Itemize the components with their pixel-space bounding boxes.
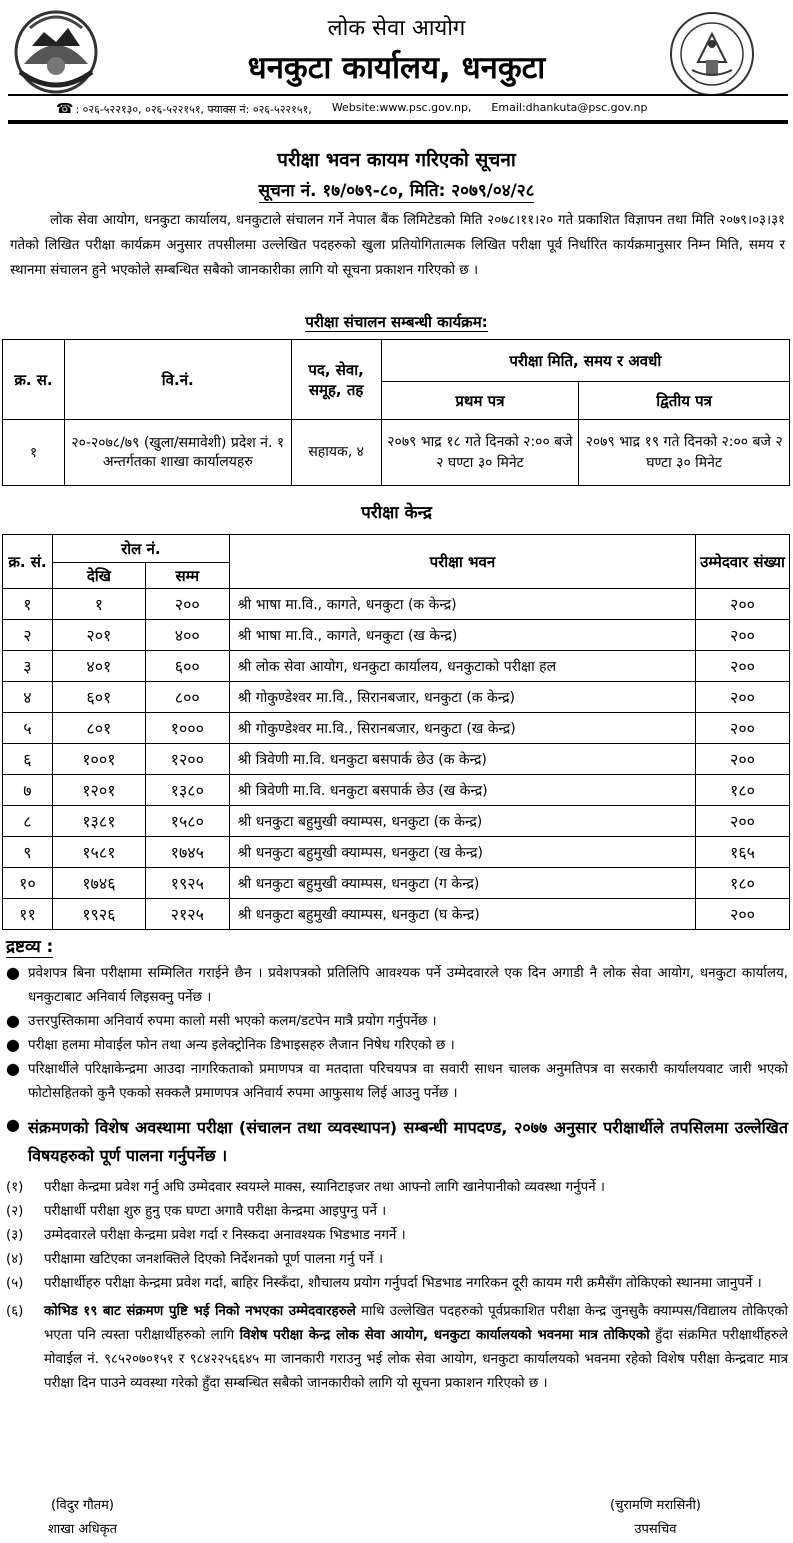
col-post: पद, सेवा, समूह, तह (291, 340, 381, 420)
cell-roll-from: ८०१ (52, 713, 145, 744)
signatory-title: शाखा अधिकृत (48, 1522, 118, 1537)
col-first-paper: प्रथम पत्र (381, 382, 579, 420)
col-sn: क्र. स. (3, 340, 65, 420)
cell-sn: ६ (3, 744, 53, 775)
cell-count: २०० (696, 744, 790, 775)
cell-count: २०० (696, 620, 790, 651)
cell-roll-from: १७४६ (52, 868, 145, 899)
notes-section (6, 962, 788, 1396)
cell-roll-from: १३८१ (52, 806, 145, 837)
col-from: देखि (52, 563, 145, 589)
cell-venue: श्री गोकुण्डेश्वर मा.वि., सिरानबजार, धनकुटा (क केन्द्र) (229, 682, 695, 713)
cell-count: २०० (696, 682, 790, 713)
cell-roll-from: १२०१ (52, 775, 145, 806)
cell-venue: श्री गोकुण्डेश्वर मा.वि., सिरानबजार, धनकुटा (ख केन्द्र) (229, 713, 695, 744)
cell-venue: श्री धनकुटा बहुमुखी क्याम्पस, धनकुटा (घ केन्द्र) (229, 899, 695, 930)
cell-roll-from: ४०१ (52, 651, 145, 682)
cell-count: १८० (696, 775, 790, 806)
note-item: ● परिक्षार्थीले परिक्षाकेन्द्रमा आउदा नागरिकताको प्रमाणपत्र वा मतदाता परिचयपत्र वा सवारी साधन चालक अनुमतिपत्र वा सरकारी कार्यालयवाट जारी भएको फोटोसहितको कुनै एकको सक्कलै प्रमाणपत्र अनिवार्य रुपमा आफुसाथ लिई आउनु पर्नेछ । (6, 1058, 788, 1106)
notice-title: परीक्षा भवन कायम गरिएको सूचना (277, 149, 516, 171)
psc-seal-icon (668, 10, 756, 98)
letterhead (0, 0, 793, 130)
cell-roll-from: २०१ (52, 620, 145, 651)
cell-venue: श्री त्रिवेणी मा.वि. धनकुटा बसपार्क छेउ (ख केन्द्र) (229, 775, 695, 806)
numbered-item: (६) कोभिड १९ बाट संक्रमण पुष्टि भई निको नभएका उम्मेदवारहरुले माथि उल्लेखित पदहरुको पूर्वप्रकाशित परीक्षा केन्द्र जुनसुकै क्याम्पस/विद्यालय तोकिएको भएता पनि त्यस्ता परीक्षार्थीहरुको लागि विशेष परीक्षा केन्द्र लोक सेवा आयोग, धनकुटा कार्यालयको भवनमा मात्र तोकिएको हुँदा संक्रमित परीक्षार्थीहरुले मोवाईल नं. ९८५२०७०१५१ र ९८४२२५६६४५ मा जानकारी गराउनु भई लोक सेवा आयोग, धनकुटा कार्यालयको भवनमा रहेको विशेष परीक्षा केन्द्रवाट मात्र परीक्षा दिन पाउने व्यवस्था गरेको हुँदा सम्बन्धित सबैको जानकारीको लागि यो सूचना प्रकाशन गरिएको छ । (6, 1304, 788, 1391)
table-row (3, 713, 790, 744)
cell-count: १८० (696, 868, 790, 899)
col-adv-no: वि.नं. (64, 340, 291, 420)
bullet-icon: ● (6, 1011, 20, 1030)
cell-count: २०० (696, 651, 790, 682)
centers-table (2, 534, 790, 930)
cell-count: २०० (696, 589, 790, 620)
cell-venue: श्री भाषा मा.वि., कागते, धनकुटा (ख केन्द्र) (229, 620, 695, 651)
cell-sn: १ (3, 589, 53, 620)
office-name: धनकुटा कार्यालय, धनकुटा (247, 50, 546, 86)
col-count: उम्मेदवार संख्या (696, 535, 790, 589)
cell-sn: ४ (3, 682, 53, 713)
schedule-heading: परीक्षा संचालन सम्बन्धी कार्यक्रम: (305, 313, 488, 331)
cell-sn: १० (3, 868, 53, 899)
cell-count: २०० (696, 806, 790, 837)
table-row (3, 589, 790, 620)
signatory-title: उपसचिव (634, 1522, 677, 1537)
cell-venue: श्री लोक सेवा आयोग, धनकुटा कार्यालय, धनकुटाको परीक्षा हल (229, 651, 695, 682)
numbered-item: (१) परीक्षा केन्द्रमा प्रवेश गर्नु अघि उम्मेदवार स्वयम्ले माक्स, स्यानिटाइजर तथा आफ्नो लागि खानेपानीको व्यवस्था गर्नुपर्ने । (6, 1180, 605, 1195)
table-row (3, 868, 790, 899)
col-sn: क्र. सं. (3, 535, 53, 589)
table-row (3, 651, 790, 682)
table-row (3, 682, 790, 713)
cell-roll-to: १९२५ (145, 868, 229, 899)
col-exam-info: परीक्षा मिति, समय र अवधी (381, 340, 789, 382)
cell-sn: २ (3, 620, 53, 651)
row-adv-no: २०-२०७८/७९ (खुला/समावेशी) प्रदेश नं. १ अन्तर्गतका शाखा कार्यालयहरु (64, 420, 291, 486)
signatory-name: (चुरामणि मरासिनी) (610, 1498, 701, 1513)
cell-sn: ७ (3, 775, 53, 806)
cell-roll-to: १००० (145, 713, 229, 744)
cell-count: २०० (696, 899, 790, 930)
row-post: सहायक, ४ (291, 420, 381, 486)
cell-roll-from: १ (52, 589, 145, 620)
cell-sn: ३ (3, 651, 53, 682)
notice-number: सूचना नं. १७/०७९-८०, मिति: २०७९/०४/२८ (258, 181, 535, 201)
cell-venue: श्री धनकुटा बहुमुखी क्याम्पस, धनकुटा (क केन्द्र) (229, 806, 695, 837)
cell-roll-to: ४०० (145, 620, 229, 651)
note-item: ● परीक्षा हलमा मोवाईल फोन तथा अन्य इलेक्ट्रोनिक डिभाइसहरु लैजान निषेध गरिएको छ । (6, 1034, 788, 1058)
bullet-icon: ● (6, 963, 20, 982)
notes-heading: द्रष्टव्य : (6, 934, 53, 958)
col-second-paper: द्वितीय पत्र (579, 382, 790, 420)
table-row (3, 899, 790, 930)
phone-fax: : ०२६-५२२१३०, ०२६-५२२१५१, फ्याक्स नं: ०२६-५२२१५१, (75, 103, 312, 116)
cell-venue: श्री धनकुटा बहुमुखी क्याम्पस, धनकुटा (ग केन्द्र) (229, 868, 695, 899)
cell-roll-to: ६०० (145, 651, 229, 682)
numbered-item: (३) उम्मेदवारले परीक्षा केन्द्रमा प्रवेश गर्दा र निस्कदा अनावश्यक भिडभाड नगर्ने । (6, 1228, 406, 1243)
website-link[interactable]: Website:www.psc.gov.np, (331, 101, 472, 114)
cell-count: १६५ (696, 837, 790, 868)
cell-roll-to: १२०० (145, 744, 229, 775)
signatory-name: (विदुर गौतम) (51, 1498, 114, 1513)
numbered-item: (४) परीक्षामा खटिएका जनशक्तिले दिएको निर्देशनको पूर्ण पालना गर्नु पर्ने । (6, 1252, 384, 1267)
note-item: ● उत्तरपुस्तिकामा अनिवार्य रुपमा कालो मसी भएको कलम/डटपेन मात्रै प्रयोग गर्नुपर्नेछ । (6, 1010, 788, 1034)
col-venue: परीक्षा भवन (229, 535, 695, 589)
numbered-item: (५) परीक्षार्थीहरु परीक्षा केन्द्रमा प्रवेश गर्दा, बाहिर निस्कँदा, शौचालय प्रयोग गर्नुपर्दा भिडभाड नगरिकन दूरी कायम गरी क्रमैसँग तोकिएको स्थानमा जानुपर्ने । (6, 1276, 762, 1291)
bullet-icon: ● (6, 1059, 20, 1078)
contact-bar (8, 94, 788, 124)
cell-venue: श्री धनकुटा बहुमुखी क्याम्पस, धनकुटा (ख केन्द्र) (229, 837, 695, 868)
cell-venue: श्री भाषा मा.वि., कागते, धनकुटा (क केन्द्र) (229, 589, 695, 620)
cell-roll-to: ८०० (145, 682, 229, 713)
numbered-item: (२) परीक्षार्थी परीक्षा शुरु हुनु एक घण्टा अगावै परीक्षा केन्द्रमा आइपुग्नु पर्ने । (6, 1204, 387, 1219)
cell-roll-to: १७४५ (145, 837, 229, 868)
row-first-paper: २०७९ भाद्र १८ गते दिनको २:०० बजे २ घण्टा ३० मिनेट (381, 420, 579, 486)
cell-roll-to: १३८० (145, 775, 229, 806)
schedule-table (2, 339, 790, 486)
email-link[interactable]: Email:dhankuta@psc.gov.np (491, 101, 648, 114)
cell-roll-from: १००१ (52, 744, 145, 775)
cell-venue: श्री त्रिवेणी मा.वि. धनकुटा बसपार्क छेउ (क केन्द्र) (229, 744, 695, 775)
col-to: सम्म (145, 563, 229, 589)
cell-roll-from: १९२६ (52, 899, 145, 930)
cell-count: २०० (696, 713, 790, 744)
cell-sn: ८ (3, 806, 53, 837)
cell-roll-to: २०० (145, 589, 229, 620)
bullet-icon: ● (6, 1115, 20, 1134)
bullet-icon: ● (6, 1035, 20, 1054)
table-row (3, 420, 790, 486)
table-row (3, 620, 790, 651)
centers-body (3, 589, 790, 930)
row-sn: १ (3, 420, 65, 486)
phone-icon: ☎ (56, 101, 74, 117)
table-row (3, 837, 790, 868)
cell-sn: ११ (3, 899, 53, 930)
table-row (3, 744, 790, 775)
signature-left (48, 1494, 117, 1542)
cell-roll-to: २१२५ (145, 899, 229, 930)
special-note: ● संक्रमणको विशेष अवस्थामा परीक्षा (संचालन तथा व्यवस्थापन) सम्बन्धी मापदण्ड, २०७७ अनुसार परीक्षार्थीले तपसिलमा उल्लेखित विषयहरुको पूर्ण पालना गर्नुपर्नेछ । (6, 1114, 788, 1170)
cell-roll-from: १५८१ (52, 837, 145, 868)
centers-heading: परीक्षा केन्द्र (361, 503, 432, 523)
table-row (3, 806, 790, 837)
table-row (3, 775, 790, 806)
cell-sn: ५ (3, 713, 53, 744)
row-second-paper: २०७९ भाद्र १९ गते दिनको २:०० बजे २ घण्टा ३० मिनेट (579, 420, 790, 486)
cell-roll-from: ६०१ (52, 682, 145, 713)
organization-name: लोक सेवा आयोग (327, 16, 466, 41)
cell-roll-to: १५८० (145, 806, 229, 837)
cell-sn: ९ (3, 837, 53, 868)
col-roll: रोल नं. (52, 535, 229, 563)
signature-right (610, 1494, 701, 1542)
intro-paragraph: लोक सेवा आयोग, धनकुटा कार्यालय, धनकुटाले संचालन गर्ने नेपाल बैंक लिमिटेडको मिति २०७८।११।२० गते प्रकाशित विज्ञापन तथा मिति २०७९।०३।३१ गतेको लिखित परीक्षा कार्यक्रम अनुसार तपसीलमा उल्लेखित पदहरुको खुला प्रतियोगितात्मक लिखित परीक्षा पूर्व निर्धारित कार्यक्रमानुसार निम्न मिति, समय र स्थानमा संचालन हुने भएकोले सम्बन्धित सबैको जानकारीका लागि यो सूचना प्रकाशन गरिएको छ । (10, 213, 785, 278)
note-item: ● प्रवेशपत्र बिना परीक्षामा सम्मिलित गराईने छैन । प्रवेशपत्रको प्रतिलिपि आवश्यक पर्ने उम्मेदवारले एक दिन अगाडी नै लोक सेवा आयोग, धनकुटा कार्यालय, धनकुटाबाट अनिवार्य लिइसक्नु पर्नेछ । (6, 962, 788, 1010)
